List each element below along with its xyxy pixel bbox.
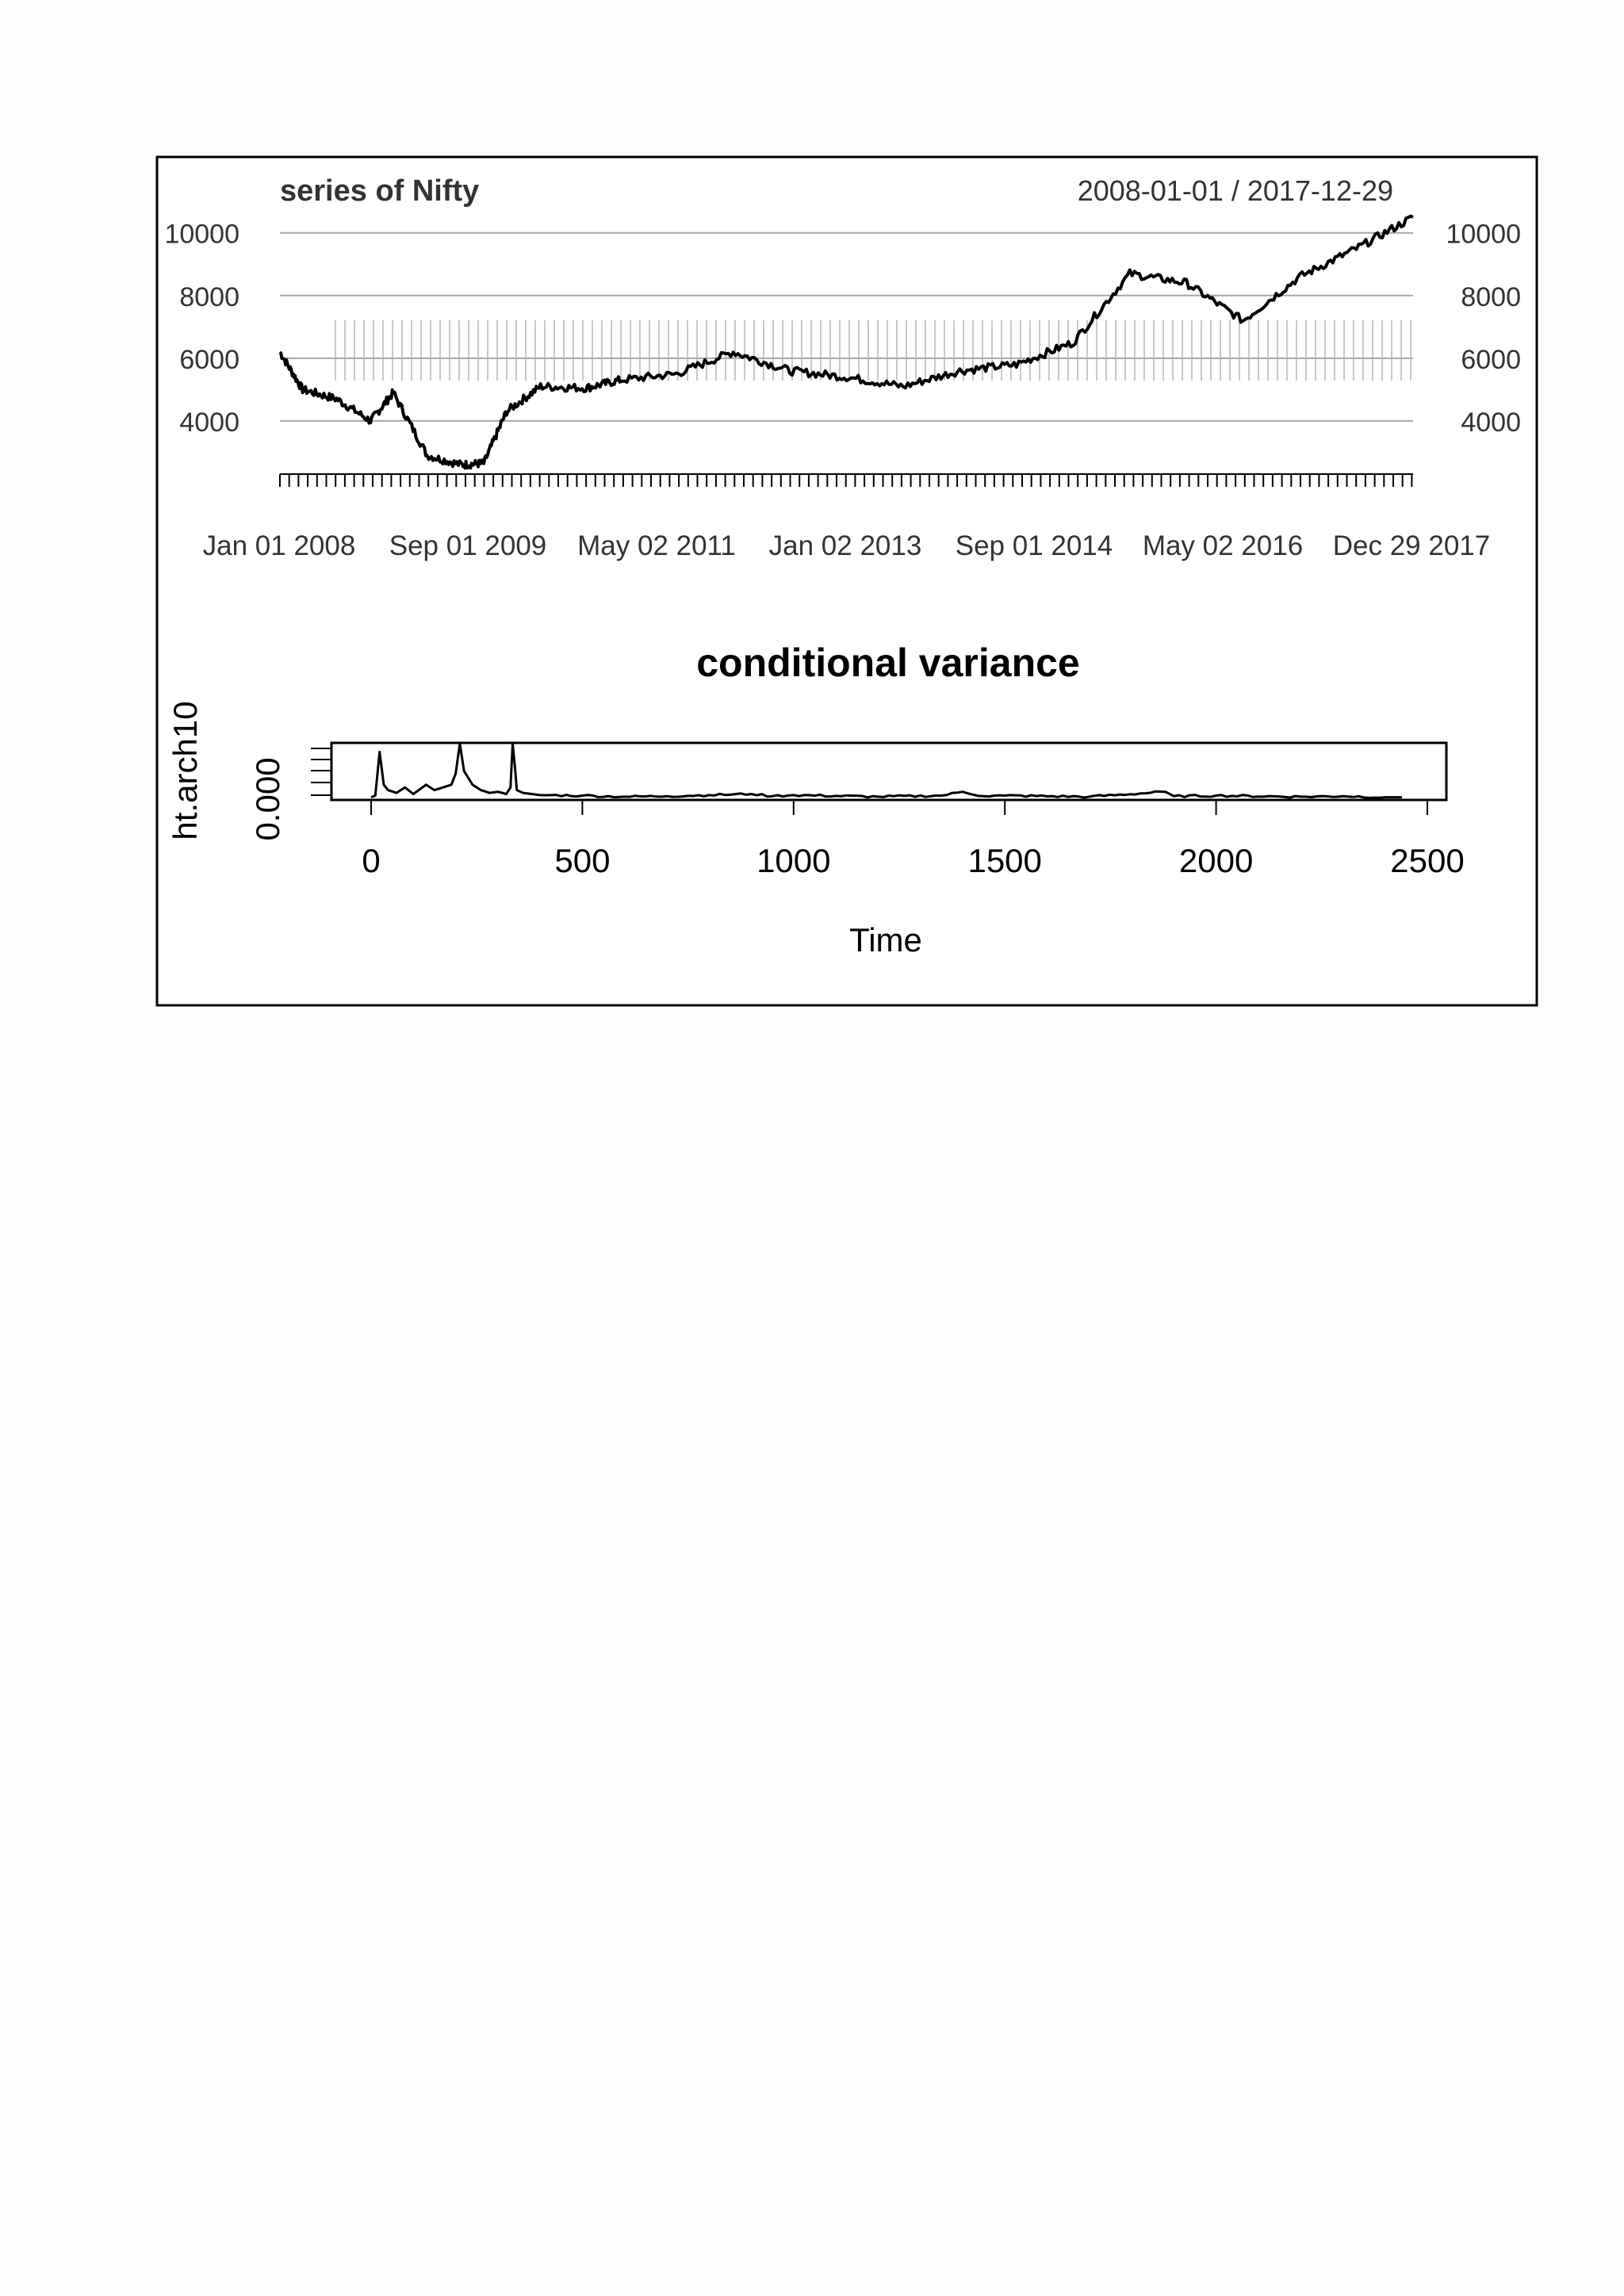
variance-x-tick-label: 2500	[1390, 842, 1465, 879]
variance-x-tick-label: 0	[362, 842, 381, 879]
variance-x-tick-label: 2000	[1178, 842, 1254, 879]
variance-y-tick-label: 0.000	[249, 757, 286, 841]
nifty-x-axis-labels	[203, 530, 1491, 561]
variance-title: conditional variance	[696, 641, 1080, 685]
nifty-y-tick-left: 4000	[179, 407, 239, 438]
nifty-y-tick-left: 8000	[179, 281, 239, 312]
nifty-y-tick-right: 8000	[1461, 281, 1521, 312]
nifty-x-tick-label: Jan 02 2013	[768, 530, 922, 561]
nifty-y-tick-right: 6000	[1461, 344, 1521, 375]
variance-xlabel: Time	[849, 921, 922, 959]
nifty-x-tick-label: Jan 01 2008	[202, 530, 356, 561]
variance-x-tick-label: 1000	[756, 842, 831, 879]
nifty-y-tick-left: 10000	[164, 219, 239, 250]
nifty-y-tick-left: 6000	[179, 344, 239, 375]
nifty-date-range: 2008-01-01 / 2017-12-29	[1077, 174, 1393, 207]
nifty-x-tick-label: May 02 2011	[577, 530, 736, 561]
nifty-x-tick-label: May 02 2016	[1142, 530, 1304, 561]
nifty-y-tick-right: 4000	[1461, 407, 1521, 438]
nifty-title: series of Nifty	[280, 174, 480, 208]
variance-x-tick-label: 1500	[967, 842, 1042, 879]
nifty-y-tick-right: 10000	[1446, 219, 1521, 250]
nifty-x-tick-label: Sep 01 2014	[955, 530, 1113, 561]
variance-x-tick-label: 500	[554, 842, 611, 879]
nifty-x-tick-label: Dec 29 2017	[1332, 530, 1491, 561]
nifty-x-tick-label: Sep 01 2009	[389, 530, 547, 561]
variance-ylabel: ht.arch10	[167, 701, 204, 840]
